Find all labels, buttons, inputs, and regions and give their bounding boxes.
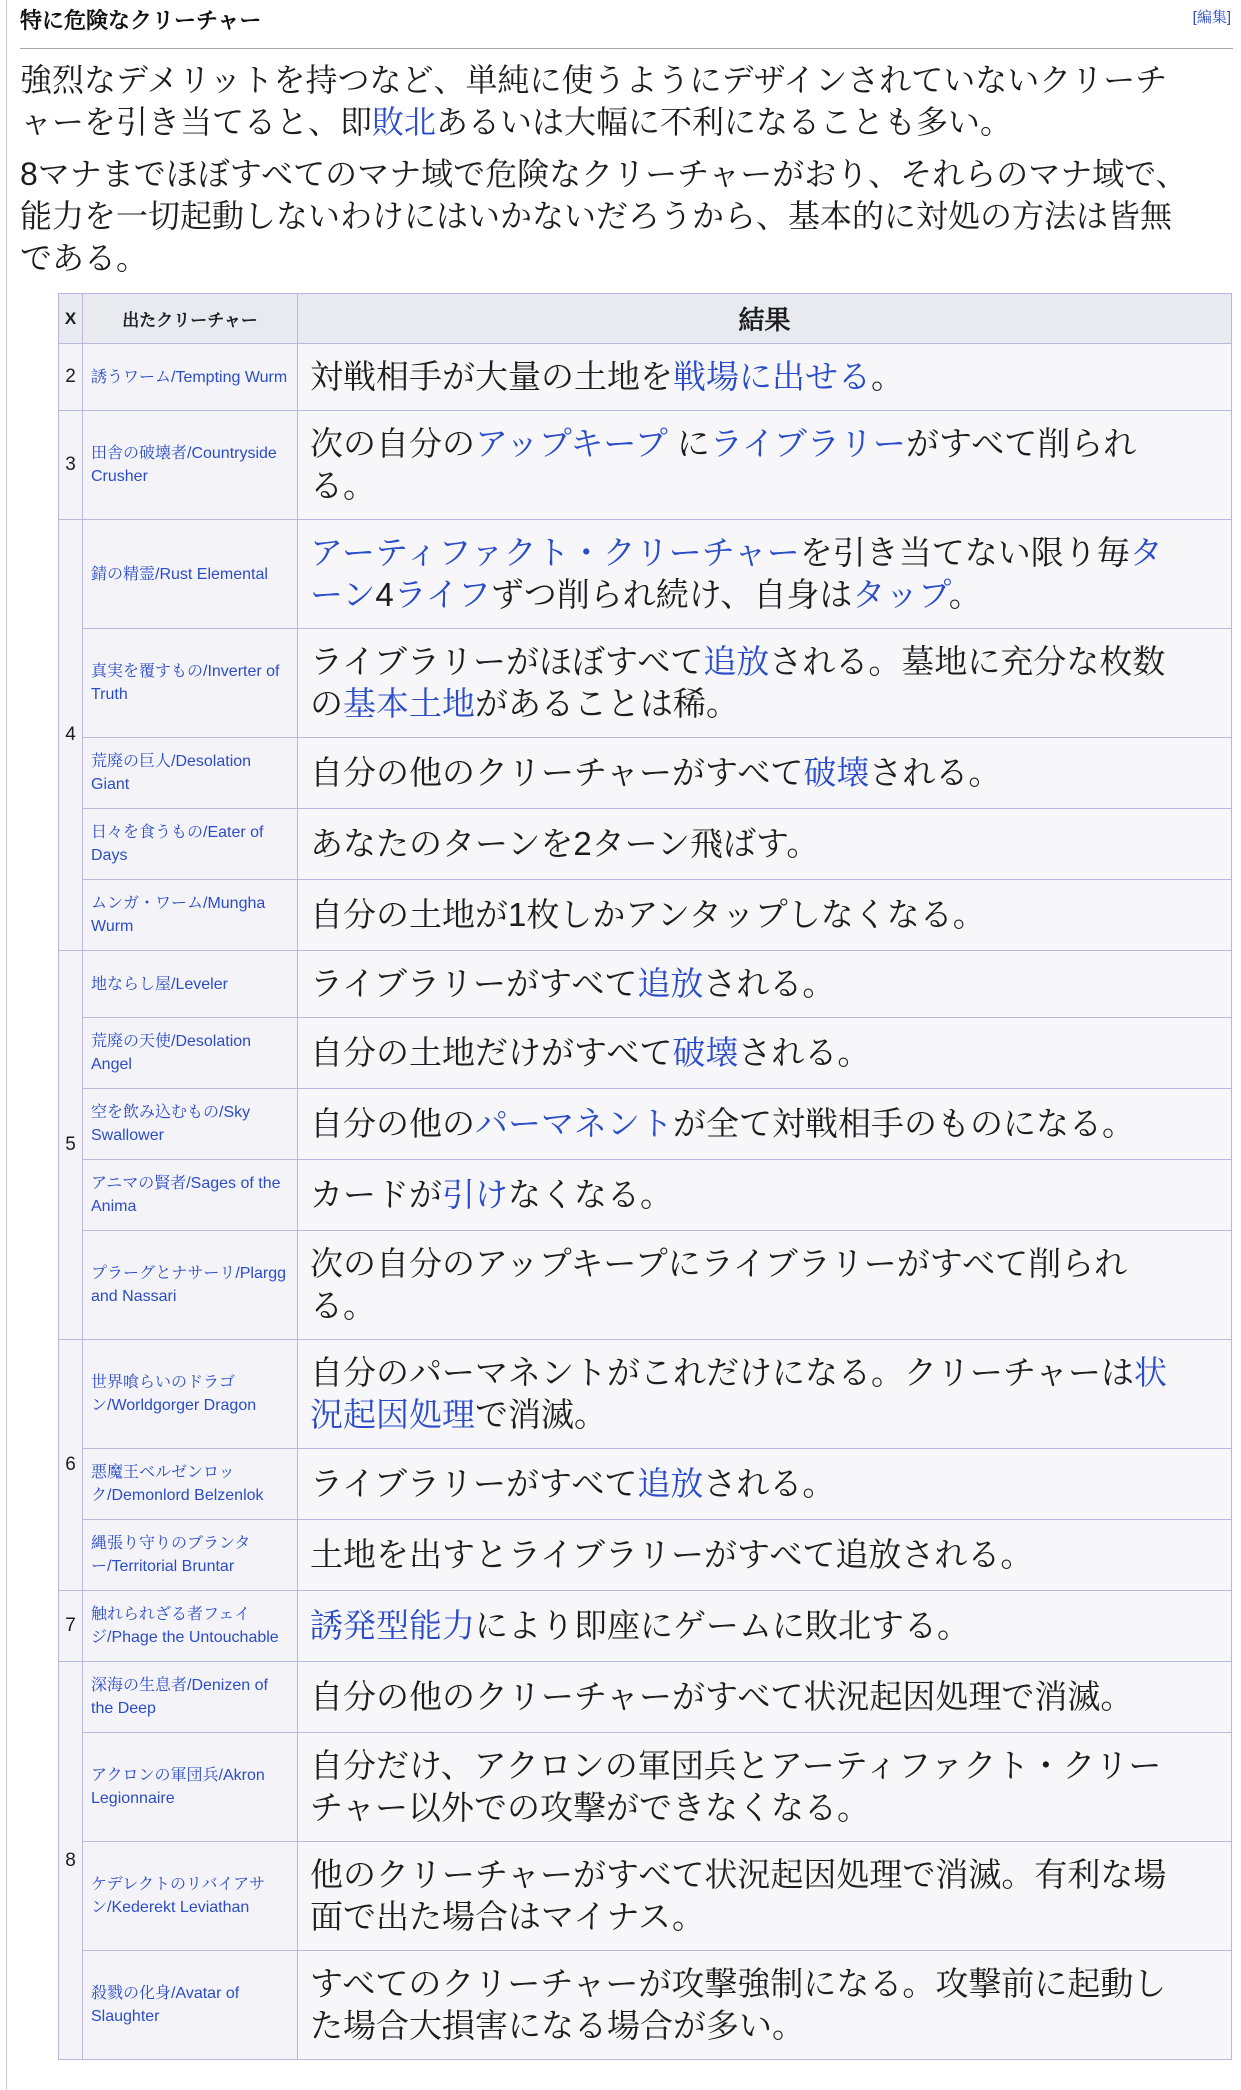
result-cell <box>298 1018 1232 1089</box>
text-segment: がすべて削られる。 <box>310 425 1137 504</box>
text-segment: すべてのクリーチャーが攻撃強制になる。攻撃前に起動した場合大損害になる場合が多い。 <box>310 1965 1167 2044</box>
text-segment: 。 <box>948 576 982 613</box>
creature-link[interactable]: アニマの賢者/Sages of the Anima <box>91 1175 281 1215</box>
mana-value-cell: 4 <box>59 520 83 951</box>
wiki-link[interactable]: 敗北 <box>372 104 437 140</box>
text-segment: 。 <box>871 358 904 395</box>
text-segment: 対戦相手が大量の土地を <box>310 358 673 395</box>
wiki-link[interactable]: 戦場に出せる <box>673 358 871 395</box>
text-segment: により即座にゲームに敗北する。 <box>475 1607 970 1644</box>
text-segment: 自分の他の <box>310 1105 475 1142</box>
table-row <box>59 520 1232 629</box>
text-segment: で消滅。 <box>475 1396 607 1433</box>
result-cell <box>298 1449 1232 1520</box>
table-row <box>59 738 1232 809</box>
text-segment: ライブラリーがすべて <box>310 965 638 1002</box>
text-segment: 自分の土地が1枚しかアンタップしなくなる。 <box>310 896 986 933</box>
text-segment: があることは稀。 <box>475 685 739 722</box>
text-segment: あるいは大幅に不利になることも多い。 <box>436 104 1013 140</box>
creature-link[interactable]: 世界喰らいのドラゴン/Worldgorger Dragon <box>91 1374 257 1414</box>
wiki-link[interactable]: アーティファクト・クリーチャー <box>310 534 800 571</box>
paragraph <box>20 59 1196 143</box>
creature-table-body <box>59 344 1232 2060</box>
text-segment: ライブラリーがすべて <box>310 1465 638 1502</box>
text-segment: される。墓地に充分な枚数の <box>310 643 1166 722</box>
mana-value-cell: 3 <box>59 411 83 520</box>
table-row <box>59 1340 1232 1449</box>
creature-link[interactable]: 深海の生息者/Denizen of the Deep <box>91 1677 268 1717</box>
mana-value-cell: 5 <box>59 951 83 1340</box>
dangerous-creatures-table <box>58 293 1232 2060</box>
creature-cell <box>83 520 298 629</box>
creature-link[interactable]: 触れられざる者フェイジ/Phage the Untouchable <box>91 1606 279 1646</box>
table-row <box>59 1018 1232 1089</box>
wiki-link[interactable]: 追放 <box>637 965 704 1002</box>
creature-cell <box>83 1842 298 1951</box>
text-segment: 自分の他のクリーチャーがすべて <box>310 754 804 791</box>
creature-link[interactable]: 錆の精霊/Rust Elemental <box>91 565 268 583</box>
paragraph <box>20 153 1196 279</box>
text-segment: ライブラリーがほぼすべて <box>310 643 704 680</box>
creature-cell <box>83 411 298 520</box>
wiki-link[interactable]: 破壊 <box>672 1034 739 1071</box>
text-segment: ずつ削られ続け、自身は <box>490 576 853 613</box>
creature-link[interactable]: アクロンの軍団兵/Akron Legionnaire <box>91 1767 265 1807</box>
creature-link[interactable]: ムンガ・ワーム/Mungha Wurm <box>91 895 266 935</box>
table-row <box>59 1231 1232 1340</box>
creature-link[interactable]: 悪魔王ベルゼンロック/Demonlord Belzenlok <box>91 1464 264 1504</box>
result-cell <box>298 738 1232 809</box>
text-segment: 自分の他のクリーチャーがすべて状況起因処理で消滅。 <box>310 1678 1134 1715</box>
section-heading <box>20 6 1233 49</box>
creature-cell <box>83 1520 298 1591</box>
text-segment: に <box>667 425 710 462</box>
creature-cell <box>83 1449 298 1520</box>
text-segment: が全て対戦相手のものになる。 <box>673 1105 1135 1142</box>
wiki-link[interactable]: 基本土地 <box>343 685 475 722</box>
wiki-link[interactable]: 引け <box>442 1176 508 1213</box>
wiki-content <box>6 0 1241 2090</box>
result-cell <box>298 1231 1232 1340</box>
table-row <box>59 1951 1232 2060</box>
mana-value-cell: 7 <box>59 1591 83 1662</box>
result-cell <box>298 880 1232 951</box>
wiki-link[interactable]: 破壊 <box>803 754 870 791</box>
wiki-link[interactable]: ライフ <box>393 576 491 613</box>
text-segment: なくなる。 <box>508 1176 673 1213</box>
text-segment: 自分のパーマネントがこれだけになる。クリーチャーは <box>310 1354 1135 1391</box>
mana-value-cell: 6 <box>59 1340 83 1591</box>
wiki-link[interactable]: 追放 <box>637 1465 704 1502</box>
text-segment: 8マナまでほぼすべてのマナ域で危険なクリーチャーがおり、それらのマナ域で、能力を一切起動しないわけにはいかないだろうから、基本的に対処の方法は皆無である。 <box>20 156 1188 276</box>
table-row <box>59 1733 1232 1842</box>
wiki-link[interactable]: アップキープ <box>475 425 668 462</box>
text-segment: 土地を出すとライブラリーがすべて追放される。 <box>310 1536 1034 1573</box>
result-cell <box>298 1520 1232 1591</box>
creature-cell <box>83 629 298 738</box>
creature-cell <box>83 1733 298 1842</box>
table-row <box>59 880 1232 951</box>
column-header-x: X <box>59 294 83 344</box>
table-row <box>59 629 1232 738</box>
text-segment: される。 <box>738 1034 871 1071</box>
creature-link[interactable]: 地ならし屋/Leveler <box>91 975 228 993</box>
wiki-link[interactable]: 状況起因処理 <box>310 1354 1168 1433</box>
text-segment: 自分の土地だけがすべて <box>310 1034 673 1071</box>
result-cell <box>298 344 1232 411</box>
wiki-link[interactable]: ライブラリー <box>709 425 906 462</box>
result-cell <box>298 411 1232 520</box>
creature-cell <box>83 1340 298 1449</box>
edit-section-link[interactable]: [編集] <box>1192 9 1231 26</box>
result-cell <box>298 1842 1232 1951</box>
text-segment: 次の自分のアップキープにライブラリーがすべて削られる。 <box>310 1245 1128 1324</box>
text-segment: を引き当てない限り毎 <box>799 534 1130 571</box>
table-row <box>59 1160 1232 1231</box>
table-row <box>59 951 1232 1018</box>
section-heading-text: 特に危険なクリーチャー <box>20 8 262 33</box>
result-cell <box>298 951 1232 1018</box>
result-cell <box>298 1662 1232 1733</box>
wiki-link[interactable]: タップ <box>852 576 949 613</box>
wiki-link[interactable]: 追放 <box>703 643 770 680</box>
result-cell <box>298 1160 1232 1231</box>
mana-value-cell: 2 <box>59 344 83 411</box>
creature-cell <box>83 1951 298 2060</box>
creature-link[interactable]: 田舎の破壊者/Countryside Crusher <box>91 445 277 485</box>
intro-paragraphs <box>20 59 1233 279</box>
creature-cell <box>83 1662 298 1733</box>
creature-cell <box>83 1231 298 1340</box>
mana-value-cell: 8 <box>59 1662 83 2060</box>
creature-link[interactable]: 空を飲み込むもの/Sky Swallower <box>91 1104 251 1144</box>
text-segment: される。 <box>703 1465 836 1502</box>
creature-link[interactable]: 殺戮の化身/Avatar of Slaughter <box>91 1985 240 2025</box>
wiki-link[interactable]: パーマネント <box>475 1105 673 1142</box>
creature-cell <box>83 880 298 951</box>
creature-link[interactable]: 日々を食うもの/Eater of Days <box>91 824 264 864</box>
creature-link[interactable]: 縄張り守りのブランター/Territorial Bruntar <box>91 1535 251 1575</box>
result-cell <box>298 1591 1232 1662</box>
creature-link[interactable]: 誘うワーム/Tempting Wurm <box>91 368 288 386</box>
creature-cell <box>83 738 298 809</box>
wiki-link[interactable]: 誘発型能力 <box>310 1607 475 1644</box>
result-cell <box>298 809 1232 880</box>
text-segment: 強烈なデメリットを持つなど、単純に使うようにデザインされていないクリーチャーを引き当てると、即 <box>20 62 1168 140</box>
result-cell <box>298 1340 1232 1449</box>
table-row <box>59 809 1232 880</box>
result-cell <box>298 1951 1232 2060</box>
creature-link[interactable]: 真実を覆すもの/Inverter of Truth <box>91 663 280 703</box>
creature-cell <box>83 809 298 880</box>
creature-cell <box>83 344 298 411</box>
table-row <box>59 1842 1232 1951</box>
text-segment: あなたのターンを2ターン飛ばす。 <box>310 825 820 862</box>
text-segment: される。 <box>869 754 1002 791</box>
creature-cell <box>83 1018 298 1089</box>
wiki-link[interactable]: ターン <box>310 534 1163 613</box>
creature-link[interactable]: ケデレクトのリバイアサン/Kederekt Leviathan <box>91 1876 266 1916</box>
creature-cell <box>83 1591 298 1662</box>
text-segment: 4 <box>375 576 394 613</box>
creature-link[interactable]: 荒廃の天使/Desolation Angel <box>91 1033 252 1073</box>
creature-link[interactable]: プラーグとナサーリ/Plargg and Nassari <box>91 1265 287 1305</box>
text-segment: カードが <box>310 1176 442 1213</box>
creature-cell <box>83 1089 298 1160</box>
table-row <box>59 1089 1232 1160</box>
column-header-creature: 出たクリーチャー <box>83 294 298 344</box>
table-row <box>59 411 1232 520</box>
table-row <box>59 1662 1232 1733</box>
table-row <box>59 1591 1232 1662</box>
result-cell <box>298 1733 1232 1842</box>
table-header-row <box>59 294 1232 344</box>
result-cell <box>298 1089 1232 1160</box>
column-header-result: 結果 <box>298 294 1232 344</box>
creature-link[interactable]: 荒廃の巨人/Desolation Giant <box>91 753 252 793</box>
text-segment: 自分だけ、アクロンの軍団兵とアーティファクト・クリーチャー以外での攻撃ができなくなる。 <box>310 1747 1162 1826</box>
result-cell <box>298 520 1232 629</box>
text-segment: される。 <box>703 965 836 1002</box>
text-segment: 次の自分の <box>310 425 475 462</box>
creature-cell <box>83 951 298 1018</box>
table-row <box>59 1449 1232 1520</box>
creature-cell <box>83 1160 298 1231</box>
text-segment: 他のクリーチャーがすべて状況起因処理で消滅。有利な場面で出た場合はマイナス。 <box>310 1856 1167 1935</box>
table-row <box>59 1520 1232 1591</box>
result-cell <box>298 629 1232 738</box>
table-row <box>59 344 1232 411</box>
